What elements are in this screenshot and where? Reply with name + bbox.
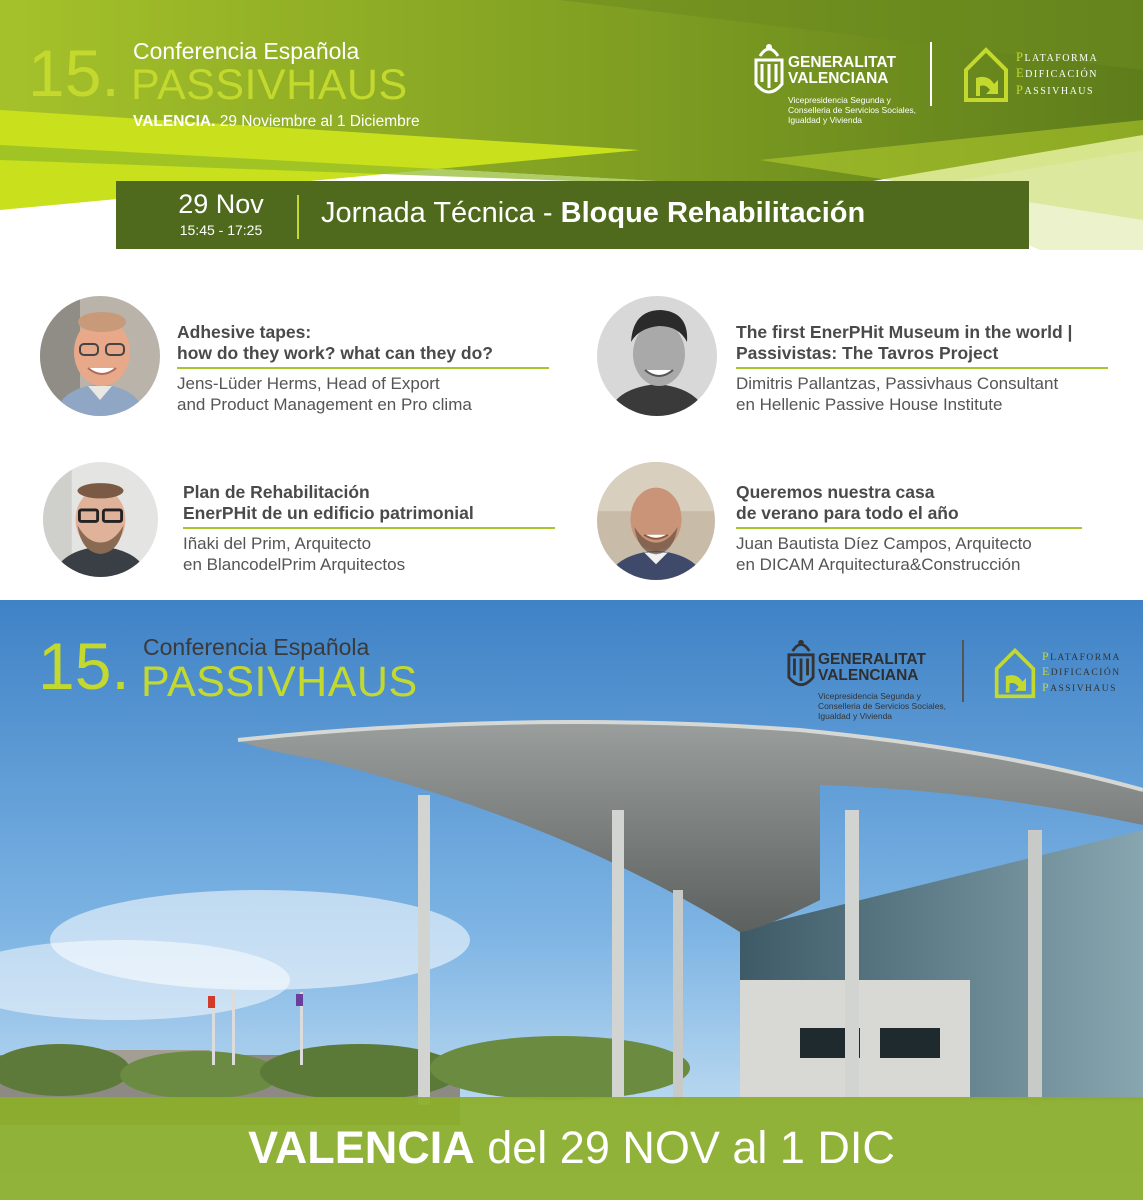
edition-number: 15. bbox=[28, 36, 120, 110]
avatar bbox=[597, 462, 715, 580]
photo-gv-line1: GENERALITAT bbox=[818, 651, 926, 668]
house-logo-icon bbox=[993, 645, 1037, 700]
speaker-divider bbox=[736, 367, 1108, 369]
logo-divider bbox=[930, 42, 932, 106]
avatar bbox=[597, 296, 717, 416]
gv-sub2: Conselleria de Servicios Sociales, bbox=[788, 104, 917, 115]
speaker-card bbox=[40, 296, 560, 426]
speaker-info: Jens-Lüder Herms, Head of Export and Product Management en Pro clima bbox=[177, 374, 472, 414]
conference-line: Conferencia Española bbox=[133, 38, 360, 64]
talk-title: Plan de Rehabilitación EnerPHit de un edificio patrimonial bbox=[183, 482, 474, 523]
photo-pep-line1: PLATAFORMA bbox=[1042, 649, 1121, 663]
photo-gv-sub1: Vicepresidencia Segunda y bbox=[818, 691, 921, 701]
generalitat-crest-icon bbox=[785, 638, 817, 694]
photo-pep-line2: EDIFICACIÓN bbox=[1042, 664, 1121, 679]
session-banner bbox=[116, 181, 1029, 249]
footer-dates: del 29 NOV al 1 DIC bbox=[474, 1122, 895, 1173]
session-date: 29 Nov bbox=[178, 189, 264, 219]
house-logo-icon bbox=[962, 44, 1010, 104]
gv-sub3: Igualdad y Vivienda bbox=[788, 114, 863, 125]
footer-city: VALENCIA bbox=[248, 1122, 475, 1173]
photo-edition-number: 15. bbox=[38, 629, 130, 703]
pep-line3: PASSIVHAUS bbox=[1016, 82, 1095, 97]
passivhaus-wordmark: PASSIVHAUS bbox=[131, 61, 408, 109]
gv-line1: GENERALITAT bbox=[788, 54, 896, 71]
footer-text bbox=[0, 1122, 1143, 1173]
photo-conference-line: Conferencia Española bbox=[143, 634, 370, 660]
venue-photo bbox=[0, 600, 1143, 1200]
talk-title: Adhesive tapes: how do they work? what can they do? bbox=[177, 322, 493, 363]
session-time: 15:45 - 17:25 bbox=[179, 222, 263, 238]
speaker-divider bbox=[183, 527, 555, 529]
speaker-divider bbox=[177, 367, 549, 369]
photo-gv-sub2: Conselleria de Servicios Sociales, bbox=[818, 700, 947, 711]
avatar bbox=[40, 296, 160, 416]
header-city: VALENCIA. bbox=[133, 113, 216, 130]
session-block: Bloque Rehabilitación bbox=[560, 197, 866, 229]
talk-title: The first EnerPHit Museum in the world | Passivistas: The Tavros Project bbox=[736, 322, 1073, 363]
speaker-info: Juan Bautista Díez Campos, Arquitecto en DICAM Arquitectura&Construcción bbox=[736, 534, 1032, 574]
speaker-card bbox=[597, 462, 1117, 592]
photo-logo-divider bbox=[962, 640, 964, 702]
banner-divider bbox=[297, 195, 299, 239]
speaker-info: Dimitris Pallantzas, Passivhaus Consultant en Hellenic Passive House Institute bbox=[736, 374, 1059, 414]
generalitat-crest-icon bbox=[752, 42, 786, 102]
speaker-info: Iñaki del Prim, Arquitecto en BlancodelPrim Arquitectos bbox=[183, 534, 406, 574]
header-date-range: 29 Noviembre al 1 Diciembre bbox=[219, 113, 420, 130]
header-dates bbox=[133, 113, 420, 131]
speaker-card bbox=[43, 462, 563, 592]
speaker-card bbox=[597, 296, 1117, 426]
photo-pep-line3: PASSIVHAUS bbox=[1042, 679, 1117, 694]
talk-title: Queremos nuestra casa de verano para todo el año bbox=[736, 482, 959, 523]
avatar bbox=[43, 462, 158, 577]
gv-sub1: Vicepresidencia Segunda y bbox=[788, 95, 891, 105]
pep-line1: PLATAFORMA bbox=[1016, 50, 1099, 64]
speaker-divider bbox=[736, 527, 1082, 529]
photo-passivhaus-wordmark: PASSIVHAUS bbox=[141, 658, 418, 706]
photo-gv-line2: VALENCIANA bbox=[818, 666, 919, 684]
pep-line2: EDIFICACIÓN bbox=[1016, 66, 1098, 81]
gv-line2: VALENCIANA bbox=[788, 69, 889, 87]
session-title: Jornada Técnica - Bloque Rehabilitación bbox=[321, 197, 866, 229]
photo-gv-sub3: Igualdad y Vivienda bbox=[818, 710, 893, 721]
